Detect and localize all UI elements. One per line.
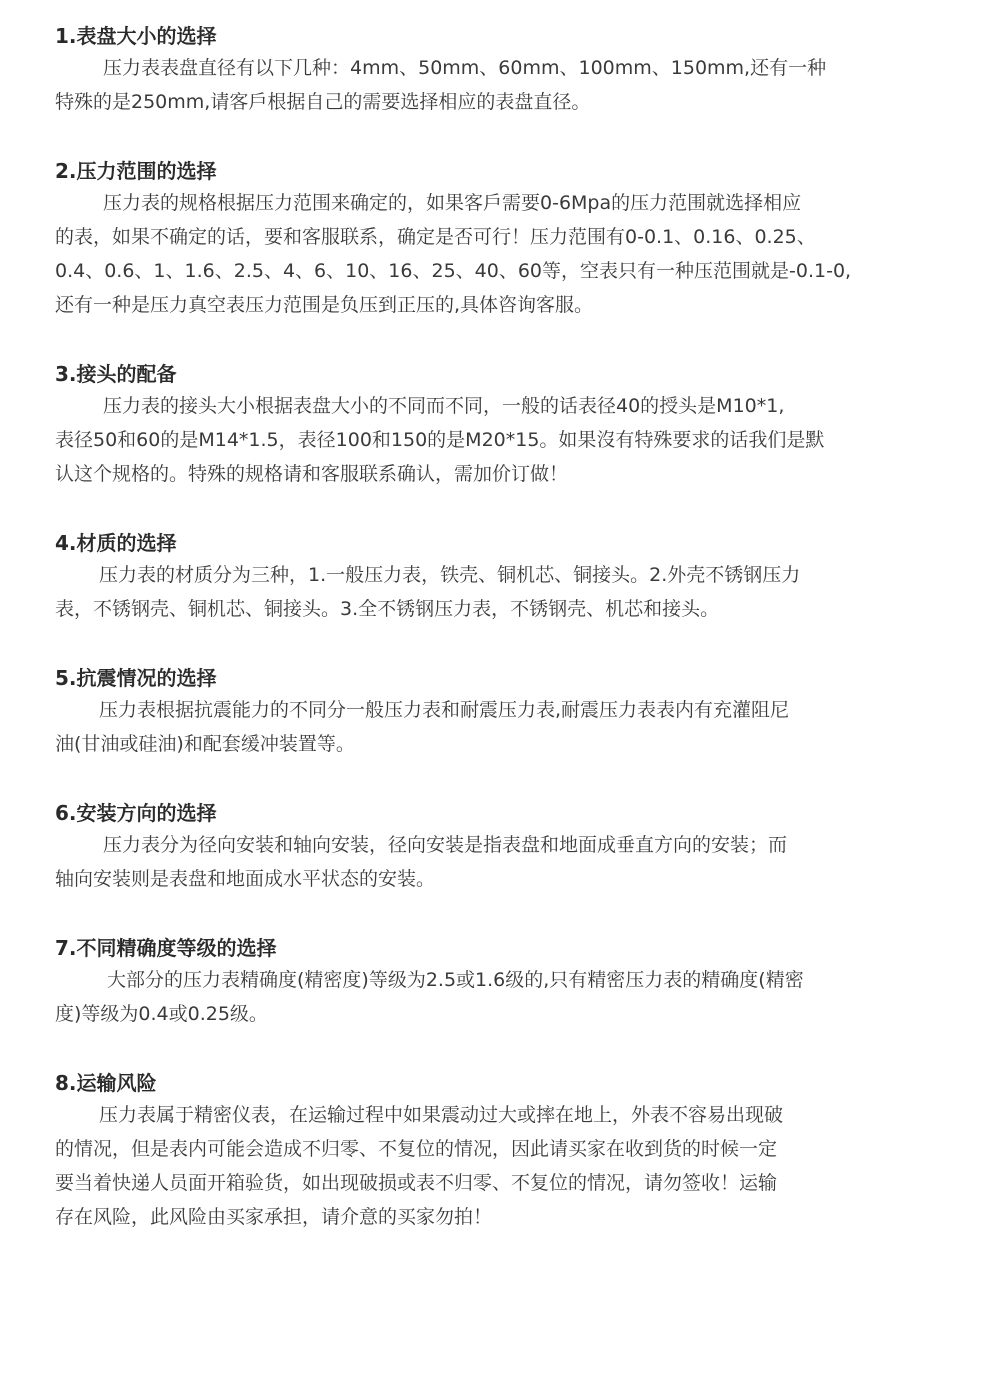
section-dial-size bbox=[55, 21, 935, 119]
section-title: 4.材质的选择 bbox=[55, 531, 177, 555]
paragraph-line: 表，不锈钢壳、铜机芯、铜接头。3.全不锈钢压力表，不锈钢壳、机芯和接头。 bbox=[55, 598, 720, 620]
paragraph-line: 特殊的是250mm,请客戶根据自己的需要选择相应的表盘直径。 bbox=[55, 91, 591, 113]
paragraph-line: 油(甘油或硅油)和配套缓冲装置等。 bbox=[55, 733, 355, 755]
section-shock-resistance bbox=[55, 663, 935, 761]
paragraph-line: 存在风险，此风险由买家承担，请介意的买家勿拍！ bbox=[55, 1206, 493, 1228]
paragraph-line: 要当着快递人员面开箱验货，如出现破损或表不归零、不复位的情况，请勿签收！运输 bbox=[55, 1172, 778, 1194]
paragraph-line: 度)等级为0.4或0.25级。 bbox=[55, 1003, 268, 1025]
section-title: 1.表盘大小的选择 bbox=[55, 24, 217, 48]
paragraph-line: 认这个规格的。特殊的规格请和客服联系确认，需加价订做！ bbox=[55, 463, 569, 485]
paragraph-line: 压力表的接头大小根据表盘大小的不同而不同，一般的话表径40的授头是M10*1, bbox=[103, 395, 785, 417]
paragraph-line: 0.4、0.6、1、1.6、2.5、4、6、10、16、25、40、60等，空表只有一种压范围就是-0.1-0, bbox=[55, 260, 852, 282]
section-title: 2.压力范围的选择 bbox=[55, 159, 217, 183]
section-mounting-direction bbox=[55, 798, 935, 896]
paragraph-line: 压力表分为径向安装和轴向安装，径向安装是指表盘和地面成垂直方向的安装；而 bbox=[103, 834, 788, 856]
paragraph-line: 压力表的材质分为三种，1.一般压力表，铁壳、铜机芯、铜接头。2.外壳不锈钢压力 bbox=[99, 564, 801, 586]
paragraph-line: 的表，如果不确定的话，要和客服联系，确定是否可行！压力范围有0-0.1、0.16、0.25、 bbox=[55, 226, 816, 248]
paragraph-line: 大部分的压力表精确度(精密度)等级为2.5或1.6级的,只有精密压力表的精确度(精密 bbox=[107, 969, 804, 991]
paragraph-line: 还有一种是压力真空表压力范围是负压到正压的,具体咨询客服。 bbox=[55, 294, 594, 316]
paragraph-line: 压力表的规格根据压力范围来确定的，如果客戶需要0-6Mpa的压力范围就选择相应 bbox=[103, 192, 802, 214]
paragraph-line: 的情况，但是表内可能会造成不归零、不复位的情况，因此请买家在收到货的时候一定 bbox=[55, 1138, 778, 1160]
section-pressure-range bbox=[55, 156, 935, 322]
section-title: 7.不同精确度等级的选择 bbox=[55, 936, 277, 960]
section-title: 3.接头的配备 bbox=[55, 362, 177, 386]
section-shipping-risk bbox=[55, 1068, 935, 1234]
section-material bbox=[55, 528, 935, 626]
paragraph-line: 压力表表盘直径有以下几种：4mm、50mm、60mm、100mm、150mm,还有一种 bbox=[103, 57, 827, 79]
paragraph-line: 表径50和60的是M14*1.5，表径100和150的是M20*15。如果沒有特殊要求的话我们是默 bbox=[55, 429, 825, 451]
section-title: 8.运输风险 bbox=[55, 1071, 157, 1095]
section-connector bbox=[55, 359, 935, 491]
section-title: 6.安装方向的选择 bbox=[55, 801, 217, 825]
paragraph-line: 轴向安装则是表盘和地面成水平状态的安装。 bbox=[55, 868, 436, 890]
paragraph-line: 压力表根据抗震能力的不同分一般压力表和耐震压力表,耐震压力表表内有充灌阻尼 bbox=[99, 699, 790, 721]
paragraph-line: 压力表属于精密仪表，在运输过程中如果震动过大或摔在地上，外表不容易出现破 bbox=[99, 1104, 784, 1126]
section-accuracy-class bbox=[55, 933, 935, 1031]
section-title: 5.抗震情况的选择 bbox=[55, 666, 217, 690]
